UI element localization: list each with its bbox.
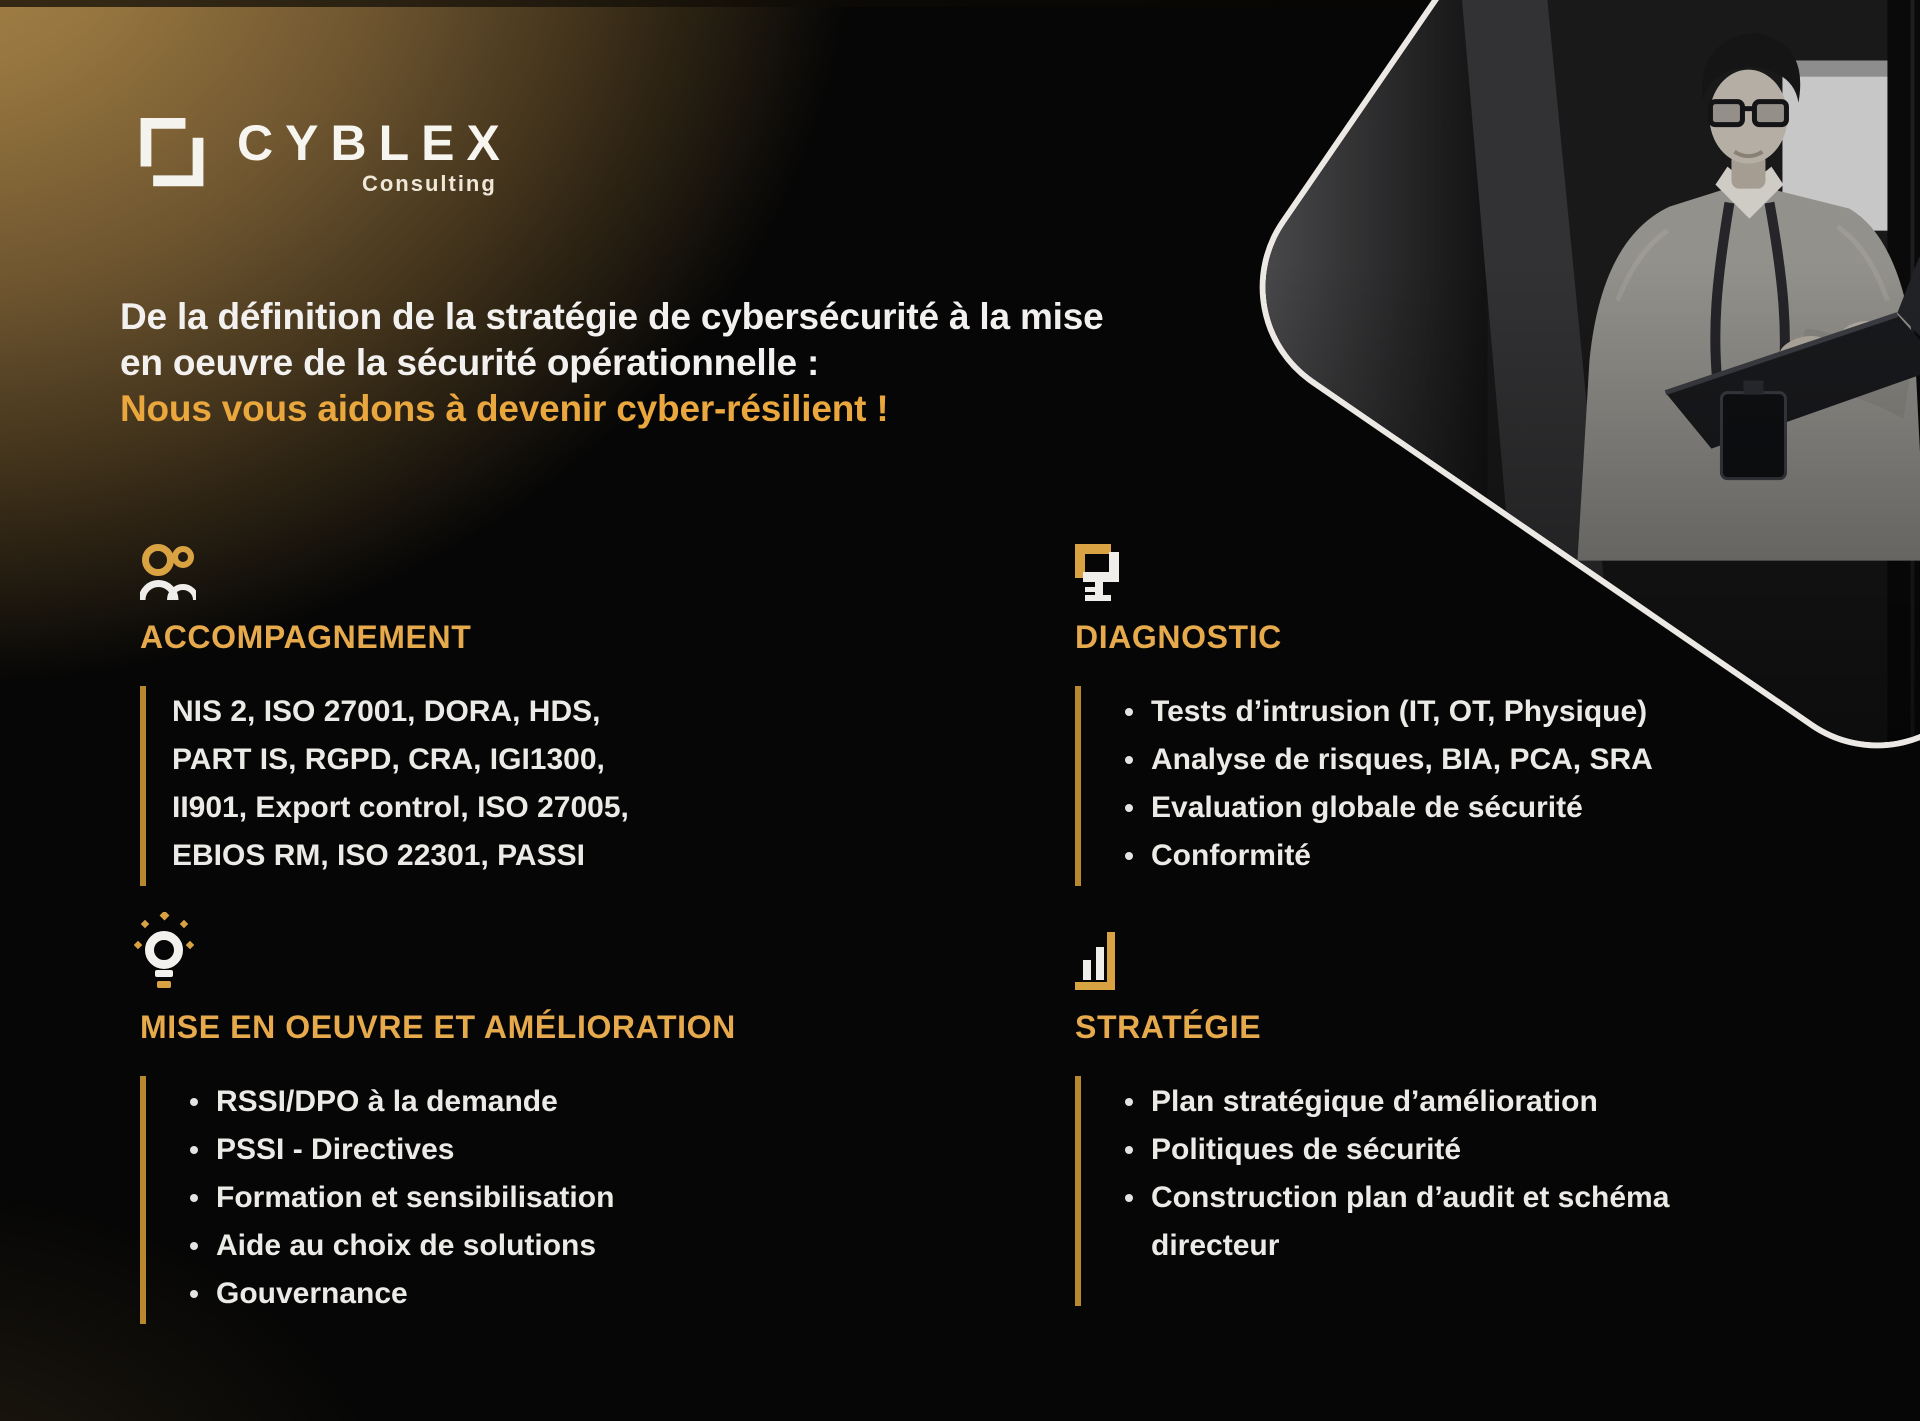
bar-chart-icon <box>1075 930 1115 992</box>
bullet-item: Formation et sensibilisation <box>146 1174 686 1222</box>
bullet-item: Construction plan d’audit et schéma directeur <box>1081 1174 1681 1270</box>
section-accompagnement <box>140 543 746 886</box>
cyblex-logo-icon <box>137 118 207 188</box>
bullet-item: Plan stratégique d’amélioration <box>1081 1078 1681 1126</box>
section-diagnostic <box>1075 543 1781 886</box>
bullet-item: Gouvernance <box>146 1270 686 1318</box>
people-icon <box>140 544 196 602</box>
section-body <box>140 686 746 886</box>
text-line: PART IS, RGPD, CRA, IGI1300, <box>172 743 605 776</box>
brand-logo <box>137 108 512 197</box>
section-title: MISE EN OEUVRE ET AMÉLIORATION <box>140 1009 736 1045</box>
section-mise-en-oeuvre <box>140 933 736 1324</box>
headline-line-1: De la définition de la stratégie de cybersécurité à la mise <box>120 296 1104 337</box>
text-line: NIS 2, ISO 27001, DORA, HDS, <box>172 695 601 728</box>
section-title: ACCOMPAGNEMENT <box>140 619 472 655</box>
bullet-item: Tests d’intrusion (IT, OT, Physique) <box>1081 688 1781 736</box>
section-strategie <box>1075 933 1681 1306</box>
headline <box>120 294 1103 432</box>
bullet-item: Aide au choix de solutions <box>146 1222 686 1270</box>
section-icon-slot <box>1075 543 1781 618</box>
bullet-item: Analyse de risques, BIA, PCA, SRA <box>1081 736 1781 784</box>
text-line: EBIOS RM, ISO 22301, PASSI <box>172 839 585 872</box>
section-body <box>1075 1076 1681 1306</box>
text-line: II901, Export control, ISO 27005, <box>172 791 629 824</box>
bullet-item: Evaluation globale de sécurité <box>1081 784 1781 832</box>
bullet-item: PSSI - Directives <box>146 1126 686 1174</box>
brand-tagline: Consulting <box>361 171 497 196</box>
headline-line-2: en oeuvre de la sécurité opérationnelle : <box>120 342 820 383</box>
bullet-item: Conformité <box>1081 832 1781 880</box>
section-icon-slot <box>140 933 736 1008</box>
section-icon-slot <box>1075 933 1681 1008</box>
headline-accent: Nous vous aidons à devenir cyber-résilient ! <box>120 388 889 429</box>
section-body <box>1075 686 1781 886</box>
section-body <box>140 1076 686 1324</box>
lightbulb-icon <box>134 912 194 992</box>
bullet-item: Politiques de sécurité <box>1081 1126 1681 1174</box>
section-icon-slot <box>140 543 746 618</box>
section-title: STRATÉGIE <box>1075 1009 1262 1045</box>
bullet-item: RSSI/DPO à la demande <box>146 1078 686 1126</box>
section-title: DIAGNOSTIC <box>1075 619 1282 655</box>
monitor-icon <box>1075 544 1121 602</box>
brand-name: CYBLEX <box>237 115 512 171</box>
